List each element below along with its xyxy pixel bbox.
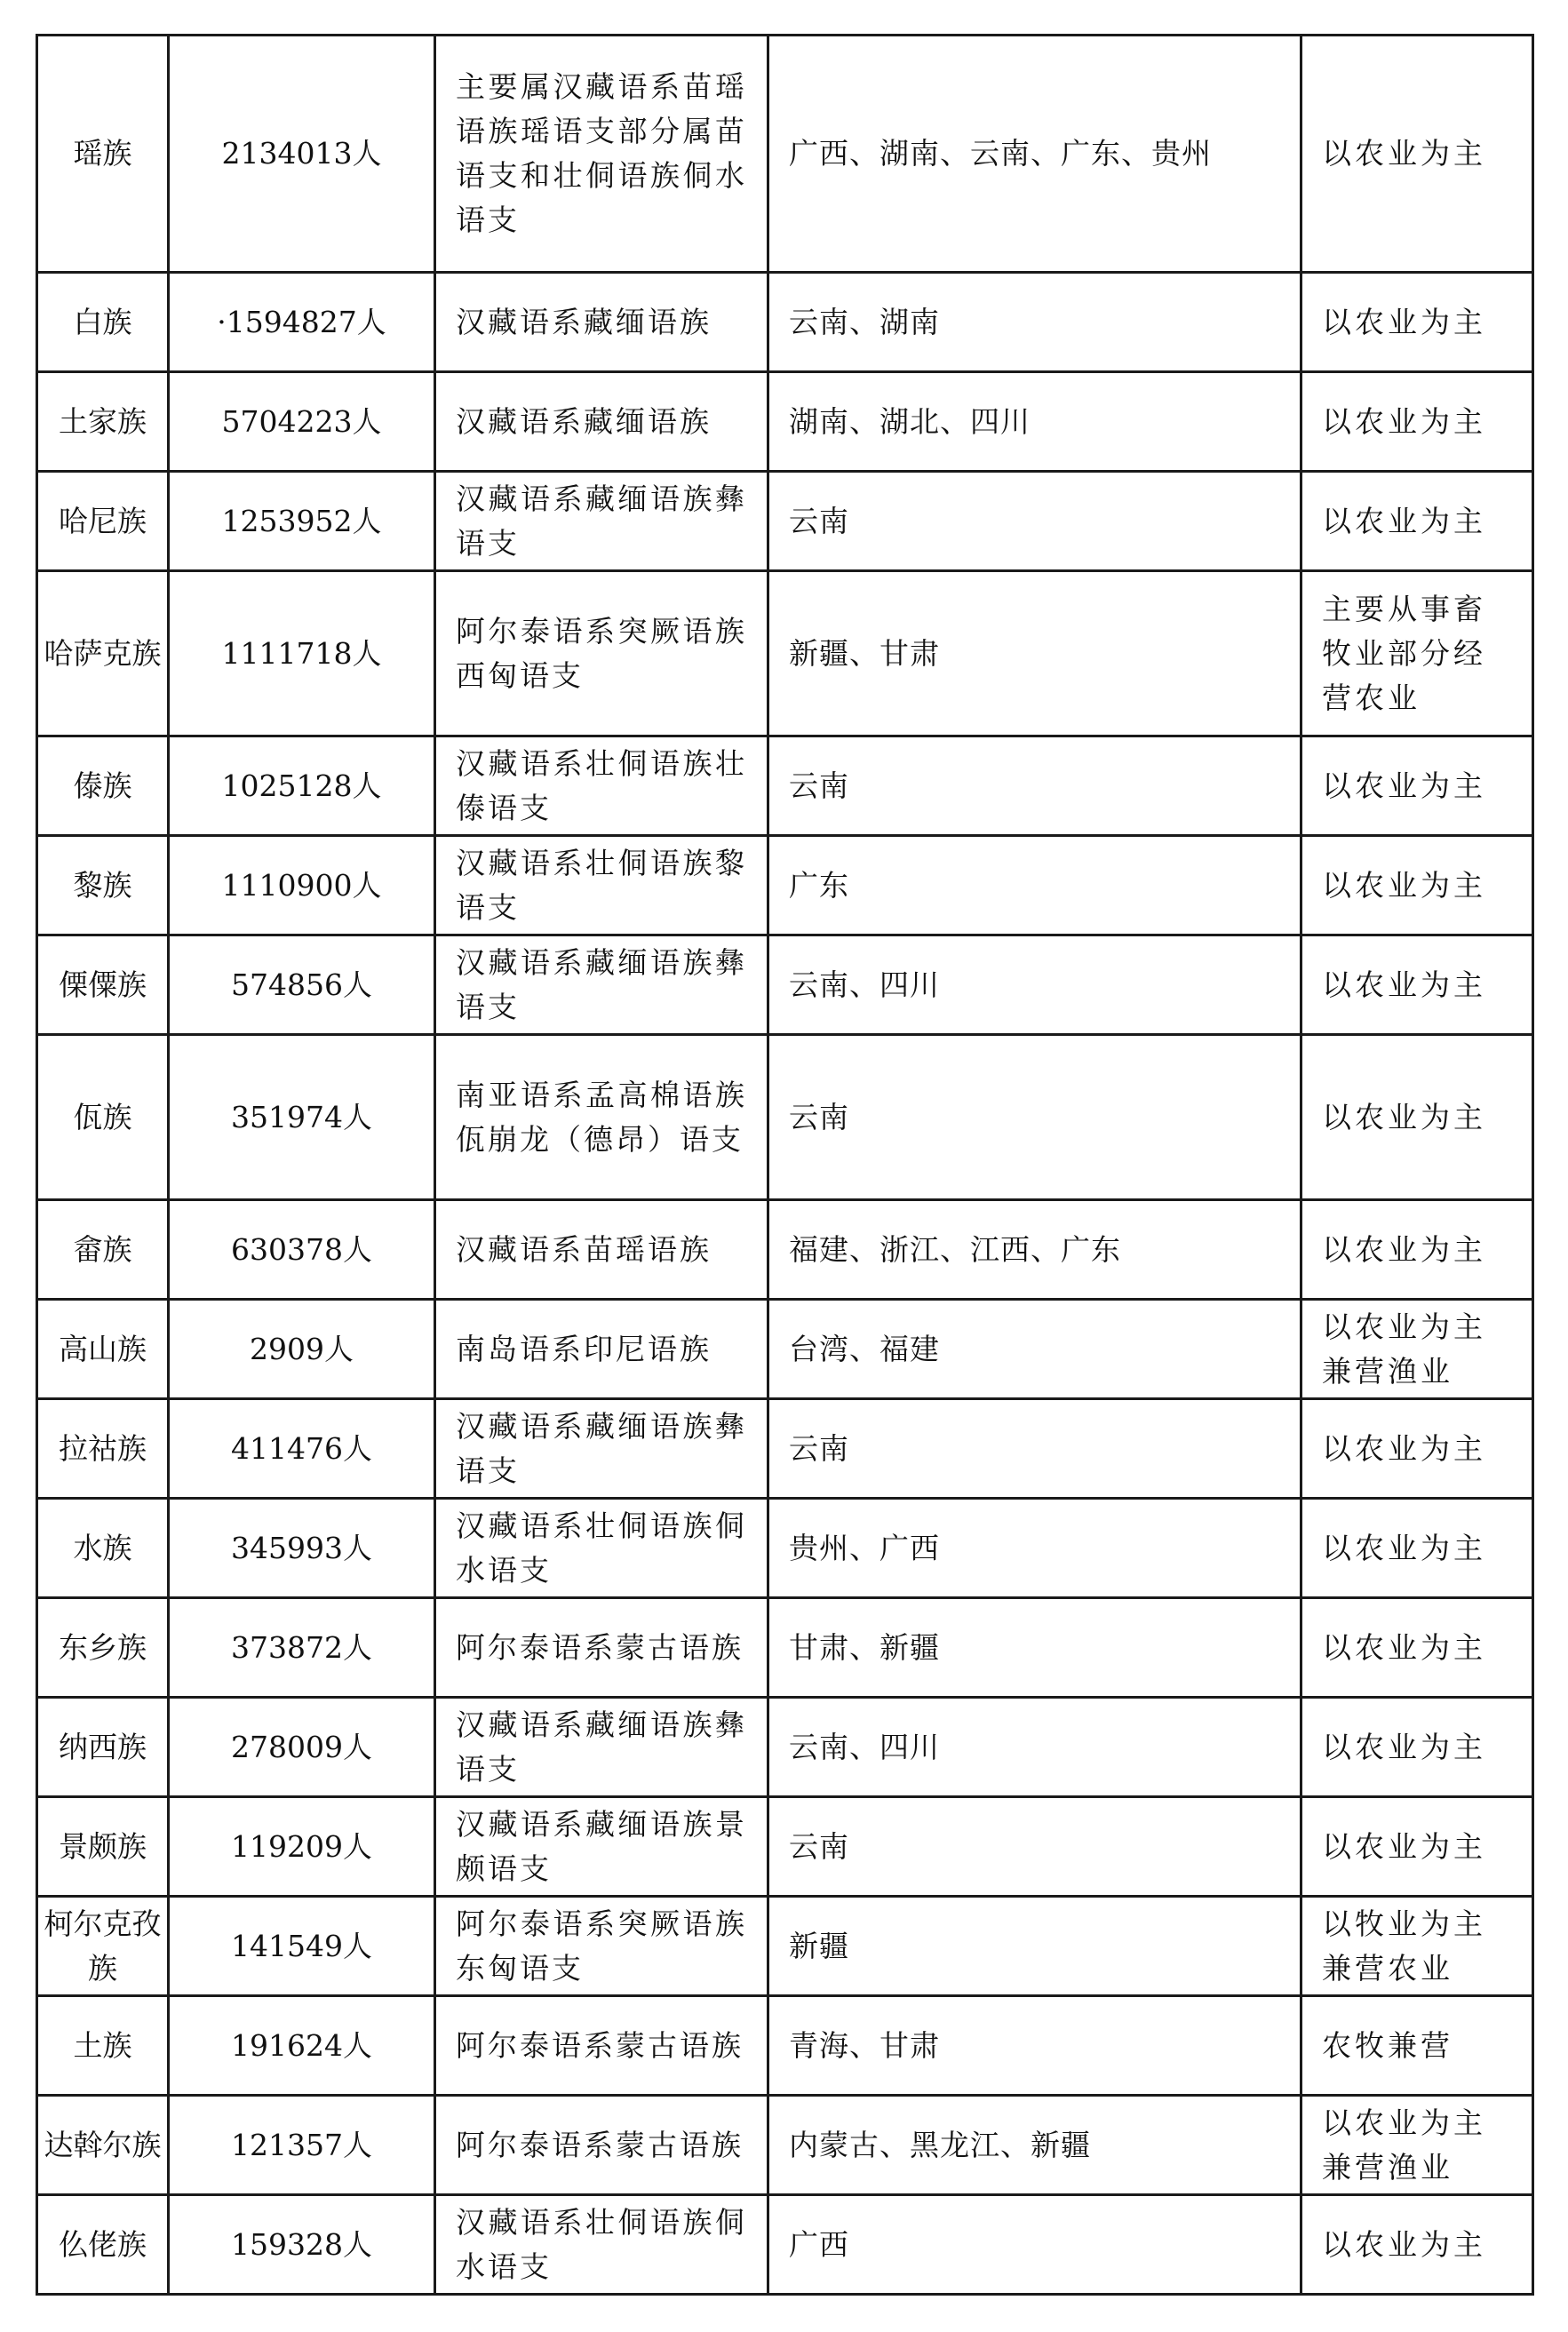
region-cell: 云南、湖南 [768, 273, 1301, 372]
language-family-cell: 汉藏语系壮侗语族黎语支 [435, 836, 768, 935]
ethnic-name-cell: 仫佬族 [37, 2195, 169, 2295]
table-row [37, 273, 1533, 372]
region-cell: 贵州、广西 [768, 1499, 1301, 1598]
population-cell: 2134013人 [169, 36, 435, 273]
ethnic-name-cell: 土族 [37, 1996, 169, 2096]
population-cell: 119209人 [169, 1797, 435, 1897]
region-cell: 湖南、湖北、四川 [768, 372, 1301, 472]
ethnic-name-cell: 佤族 [37, 1035, 169, 1200]
economy-cell: 以农业为主 [1301, 736, 1533, 836]
language-family-cell: 阿尔泰语系突厥语族东匈语支 [435, 1897, 768, 1996]
region-cell: 广西 [768, 2195, 1301, 2295]
population-cell: 141549人 [169, 1897, 435, 1996]
economy-cell: 以农业为主 [1301, 836, 1533, 935]
population-cell: 278009人 [169, 1698, 435, 1797]
ethnic-name-cell: 傈僳族 [37, 935, 169, 1035]
economy-cell: 以农业为主 [1301, 36, 1533, 273]
language-family-cell: 汉藏语系藏缅语族 [435, 372, 768, 472]
economy-cell: 以农业为主 [1301, 1200, 1533, 1300]
table-row [37, 1300, 1533, 1399]
ethnic-name-cell: 土家族 [37, 372, 169, 472]
economy-cell: 以农业为主 [1301, 1035, 1533, 1200]
population-cell: 121357人 [169, 2096, 435, 2195]
ethnic-name-cell: 哈萨克族 [37, 571, 169, 736]
economy-cell: 以农业为主 [1301, 935, 1533, 1035]
economy-cell: 以农业为主 [1301, 372, 1533, 472]
economy-cell: 农牧兼营 [1301, 1996, 1533, 2096]
region-cell: 新疆、甘肃 [768, 571, 1301, 736]
population-cell: 373872人 [169, 1598, 435, 1698]
table-row [37, 935, 1533, 1035]
table-row [37, 1698, 1533, 1797]
economy-cell: 以农业为主 [1301, 1499, 1533, 1598]
population-cell: 1025128人 [169, 736, 435, 836]
economy-cell: 以农业为主 [1301, 1797, 1533, 1897]
table-row [37, 1797, 1533, 1897]
population-cell: 351974人 [169, 1035, 435, 1200]
ethnic-name-cell: 东乡族 [37, 1598, 169, 1698]
economy-cell: 以农业为主 [1301, 2195, 1533, 2295]
ethnic-name-cell: 黎族 [37, 836, 169, 935]
language-family-cell: 主要属汉藏语系苗瑶语族瑶语支部分属苗语支和壮侗语族侗水语支 [435, 36, 768, 273]
table-row [37, 836, 1533, 935]
region-cell: 新疆 [768, 1897, 1301, 1996]
ethnic-name-cell: 纳西族 [37, 1698, 169, 1797]
economy-cell: 以农业为主兼营渔业 [1301, 2096, 1533, 2195]
table-row [37, 2096, 1533, 2195]
economy-cell: 主要从事畜牧业部分经营农业 [1301, 571, 1533, 736]
table-body [37, 36, 1533, 2295]
language-family-cell: 汉藏语系藏缅语族彝语支 [435, 1698, 768, 1797]
economy-cell: 以农业为主 [1301, 1399, 1533, 1499]
table-row [37, 571, 1533, 736]
region-cell: 福建、浙江、江西、广东 [768, 1200, 1301, 1300]
population-cell: 411476人 [169, 1399, 435, 1499]
ethnic-name-cell: 达斡尔族 [37, 2096, 169, 2195]
table-row [37, 36, 1533, 273]
region-cell: 台湾、福建 [768, 1300, 1301, 1399]
language-family-cell: 阿尔泰语系蒙古语族 [435, 2096, 768, 2195]
table-row [37, 2195, 1533, 2295]
table-row [37, 1035, 1533, 1200]
ethnic-name-cell: 水族 [37, 1499, 169, 1598]
region-cell: 甘肃、新疆 [768, 1598, 1301, 1698]
economy-cell: 以农业为主 [1301, 1598, 1533, 1698]
language-family-cell: 汉藏语系藏缅语族彝语支 [435, 1399, 768, 1499]
economy-cell: 以农业为主 [1301, 273, 1533, 372]
ethnic-name-cell: 傣族 [37, 736, 169, 836]
ethnic-name-cell: 景颇族 [37, 1797, 169, 1897]
population-cell: 1111718人 [169, 571, 435, 736]
language-family-cell: 汉藏语系藏缅语族 [435, 273, 768, 372]
economy-cell: 以农业为主兼营渔业 [1301, 1300, 1533, 1399]
language-family-cell: 阿尔泰语系蒙古语族 [435, 1996, 768, 2096]
language-family-cell: 南岛语系印尼语族 [435, 1300, 768, 1399]
economy-cell: 以农业为主 [1301, 472, 1533, 571]
language-family-cell: 阿尔泰语系蒙古语族 [435, 1598, 768, 1698]
region-cell: 内蒙古、黑龙江、新疆 [768, 2096, 1301, 2195]
ethnic-name-cell: 哈尼族 [37, 472, 169, 571]
language-family-cell: 汉藏语系藏缅语族景颇语支 [435, 1797, 768, 1897]
region-cell: 云南 [768, 472, 1301, 571]
economy-cell: 以农业为主 [1301, 1698, 1533, 1797]
language-family-cell: 汉藏语系壮侗语族侗水语支 [435, 1499, 768, 1598]
ethnic-name-cell: 瑶族 [37, 36, 169, 273]
table-row [37, 1200, 1533, 1300]
population-cell: 574856人 [169, 935, 435, 1035]
table-row [37, 1996, 1533, 2096]
table-row [37, 1897, 1533, 1996]
table-row [37, 1399, 1533, 1499]
population-cell: 1253952人 [169, 472, 435, 571]
table-row [37, 472, 1533, 571]
table-row [37, 1499, 1533, 1598]
region-cell: 云南 [768, 1035, 1301, 1200]
region-cell: 云南 [768, 1797, 1301, 1897]
language-family-cell: 汉藏语系壮侗语族壮傣语支 [435, 736, 768, 836]
population-cell: 345993人 [169, 1499, 435, 1598]
region-cell: 云南、四川 [768, 935, 1301, 1035]
table-row [37, 1598, 1533, 1698]
region-cell: 云南、四川 [768, 1698, 1301, 1797]
language-family-cell: 南亚语系孟高棉语族佤崩龙（德昂）语支 [435, 1035, 768, 1200]
language-family-cell: 汉藏语系藏缅语族彝语支 [435, 935, 768, 1035]
ethnic-name-cell: 高山族 [37, 1300, 169, 1399]
region-cell: 广西、湖南、云南、广东、贵州 [768, 36, 1301, 273]
ethnic-name-cell: 畲族 [37, 1200, 169, 1300]
language-family-cell: 阿尔泰语系突厥语族西匈语支 [435, 571, 768, 736]
ethnic-name-cell: 拉祜族 [37, 1399, 169, 1499]
language-family-cell: 汉藏语系苗瑶语族 [435, 1200, 768, 1300]
language-family-cell: 汉藏语系壮侗语族侗水语支 [435, 2195, 768, 2295]
population-cell: 5704223人 [169, 372, 435, 472]
ethnic-name-cell: 柯尔克孜族 [37, 1897, 169, 1996]
table-row [37, 372, 1533, 472]
table-row [37, 736, 1533, 836]
population-cell: 191624人 [169, 1996, 435, 2096]
population-cell: ·1594827人 [169, 273, 435, 372]
region-cell: 青海、甘肃 [768, 1996, 1301, 2096]
population-cell: 1110900人 [169, 836, 435, 935]
language-family-cell: 汉藏语系藏缅语族彝语支 [435, 472, 768, 571]
population-cell: 630378人 [169, 1200, 435, 1300]
economy-cell: 以牧业为主兼营农业 [1301, 1897, 1533, 1996]
region-cell: 广东 [768, 836, 1301, 935]
region-cell: 云南 [768, 1399, 1301, 1499]
ethnic-name-cell: 白族 [37, 273, 169, 372]
population-cell: 2909人 [169, 1300, 435, 1399]
ethnic-groups-table [36, 34, 1534, 2296]
region-cell: 云南 [768, 736, 1301, 836]
population-cell: 159328人 [169, 2195, 435, 2295]
